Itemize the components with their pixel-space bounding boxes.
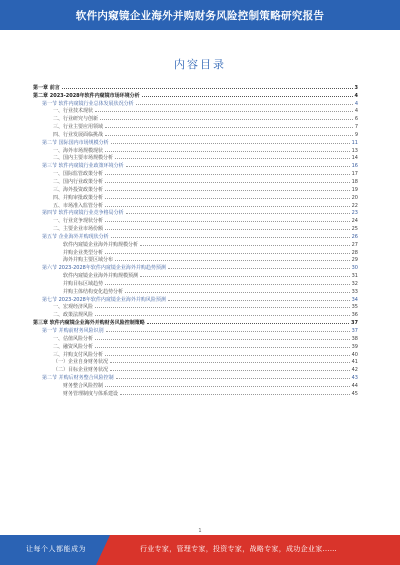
toc-entry-page: 17 (351, 171, 358, 178)
toc-entry[interactable] (33, 318, 358, 326)
toc-entry-page: 33 (351, 288, 358, 295)
toc-entry-page: 44 (351, 382, 358, 389)
toc-entry-label: 一、估值风险分析 (53, 335, 94, 342)
table-of-contents (33, 83, 358, 397)
toc-entry-label: 并购企业类型分析 (63, 249, 104, 256)
toc-dot-leader (105, 385, 350, 387)
toc-dot-leader (168, 299, 350, 301)
toc-entry-page: 4 (354, 108, 358, 115)
footer-tagline: 行业专家，管理专家，投资专家，战略专家，成功企业家…… (140, 545, 338, 553)
toc-entry[interactable] (33, 122, 358, 130)
toc-dot-leader (126, 212, 350, 214)
toc-entry[interactable] (33, 326, 358, 334)
toc-entry[interactable] (33, 161, 358, 169)
toc-dot-leader (105, 205, 350, 207)
toc-entry-page: 45 (351, 390, 358, 397)
toc-dot-leader (105, 189, 350, 191)
toc-dot-leader (106, 330, 350, 332)
toc-entry[interactable] (33, 99, 358, 107)
toc-entry-label: 第四节 软件内窥镜行业竞争格局分析 (42, 210, 124, 217)
toc-entry[interactable] (33, 287, 358, 295)
toc-dot-leader (95, 346, 350, 348)
report-title: 软件内窥镜企业海外并购财务风险控制策略研究报告 (75, 9, 325, 22)
toc-entry-label: 第二章 2023-2028年软件内窥镜市场环境分析 (33, 92, 140, 99)
toc-entry[interactable] (33, 256, 358, 264)
toc-entry-page: 4 (354, 100, 358, 107)
toc-entry-label: 二、国内行业政策分析 (53, 178, 104, 185)
toc-entry-page: 18 (351, 178, 358, 185)
toc-entry-label: 四、并购审批政策分析 (53, 194, 104, 201)
toc-entry-label: 财务整合风险控制 (63, 382, 104, 389)
toc-entry-label: 第三节 软件内窥镜行业政策环境分析 (42, 163, 124, 170)
toc-dot-leader (120, 393, 350, 395)
toc-entry-page: 11 (351, 139, 358, 146)
toc-dot-leader (105, 228, 350, 230)
toc-entry-label: 四、行业发展面临挑战 (53, 131, 104, 138)
toc-dot-leader (110, 361, 350, 363)
toc-dot-leader (105, 252, 350, 254)
toc-entry-page: 36 (351, 312, 358, 319)
toc-entry-page: 38 (351, 335, 358, 342)
toc-dot-leader (105, 126, 353, 128)
toc-entry-label: 一、行业技术现状 (53, 108, 94, 115)
toc-entry[interactable] (33, 240, 358, 248)
toc-entry-page: 28 (351, 249, 358, 256)
toc-entry-page: 20 (351, 194, 358, 201)
toc-entry[interactable] (33, 154, 358, 162)
toc-entry[interactable] (33, 365, 358, 373)
toc-entry-label: 二、行业研究与创新 (53, 116, 99, 123)
toc-entry[interactable] (33, 114, 358, 122)
toc-dot-leader (105, 197, 350, 199)
toc-dot-leader (140, 244, 350, 246)
toc-entry[interactable] (33, 303, 358, 311)
page-number: 1 (198, 528, 202, 534)
toc-entry-page: 19 (351, 186, 358, 193)
toc-entry-page: 37 (351, 328, 358, 334)
toc-entry[interactable] (33, 209, 358, 217)
toc-entry[interactable] (33, 83, 358, 91)
toc-entry[interactable] (33, 310, 358, 318)
toc-entry[interactable] (33, 91, 358, 99)
toc-dot-leader (147, 322, 349, 324)
toc-entry-page: 34 (351, 296, 358, 303)
toc-dot-leader (168, 267, 350, 269)
toc-entry[interactable] (33, 130, 358, 138)
toc-entry[interactable] (33, 263, 358, 271)
toc-entry-label: 第七节 2023-2028年软件内窥镜企业海外并购风险预测 (42, 296, 166, 303)
toc-dot-leader (115, 259, 350, 261)
toc-dot-leader (105, 354, 350, 356)
toc-dot-leader (140, 275, 350, 277)
toc-dot-leader (111, 236, 350, 238)
toc-entry-label: 第一节 软件内窥镜行业总体发展状况分析 (42, 100, 134, 107)
toc-entry[interactable] (33, 232, 358, 240)
toc-entry-label: 软件内窥镜企业海外并购规模分析 (63, 241, 139, 248)
toc-dot-leader (111, 142, 350, 144)
toc-entry-page: 42 (351, 367, 358, 374)
toc-entry-label: 二、融资风险分析 (53, 343, 94, 350)
toc-entry-page: 37 (351, 320, 358, 327)
toc-entry-page: 29 (351, 257, 358, 264)
toc-entry-page: 3 (354, 84, 358, 91)
toc-entry-label: 第三章 软件内窥镜企业海外并购财务风险控制策略 (33, 320, 145, 327)
toc-entry[interactable] (33, 193, 358, 201)
toc-entry-page: 22 (351, 202, 358, 209)
toc-entry-label: 二、政策法规风险 (53, 312, 94, 319)
toc-entry-label: 三、海外投资政策分析 (53, 186, 104, 193)
toc-dot-leader (105, 283, 350, 285)
toc-entry-label: （二）目标企业财务状况 (53, 367, 109, 374)
toc-entry-label: 第一章 前言 (33, 84, 60, 91)
toc-entry-page: 32 (351, 280, 358, 287)
report-header-bar (0, 0, 400, 30)
toc-entry-label: 财务管理制度与体系建设 (63, 390, 119, 397)
toc-entry-page: 9 (354, 131, 358, 138)
toc-dot-leader (115, 157, 350, 159)
toc-entry[interactable] (33, 373, 358, 381)
toc-entry-label: 三、并购支付风险分析 (53, 351, 104, 358)
toc-entry-label: 第六节 2023-2028年软件内窥镜企业海外并购趋势预测 (42, 265, 166, 272)
toc-dot-leader (100, 118, 353, 120)
toc-entry-label: 二、主要企业市场份额 (53, 226, 104, 233)
toc-dot-leader (142, 95, 353, 97)
toc-entry[interactable] (33, 381, 358, 389)
toc-entry-page: 13 (351, 147, 358, 154)
toc-entry-label: 二、国内主要市场规模分析 (53, 155, 114, 162)
toc-entry-page: 39 (351, 343, 358, 350)
toc-entry-page: 23 (351, 210, 358, 217)
toc-entry-label: 第二节 并购后财务整合风险控制 (42, 375, 114, 382)
toc-entry-label: 五、市场准入监管分析 (53, 202, 104, 209)
toc-entry-page: 24 (351, 218, 358, 225)
toc-entry[interactable] (33, 279, 358, 287)
toc-dot-leader (110, 369, 350, 371)
toc-entry[interactable] (33, 138, 358, 146)
toc-entry-label: 第五节 企业海外并购现状分析 (42, 233, 109, 240)
toc-entry[interactable] (33, 358, 358, 366)
toc-entry-page: 43 (351, 375, 358, 382)
toc-entry[interactable] (33, 146, 358, 154)
toc-entry-page: 41 (351, 359, 358, 366)
toc-entry-label: 并购目标区域趋势 (63, 280, 104, 287)
toc-dot-leader (105, 181, 350, 183)
toc-entry-page: 7 (354, 124, 358, 131)
toc-entry-page: 6 (354, 116, 358, 123)
toc-entry-page: 40 (351, 351, 358, 358)
toc-dot-leader (95, 110, 353, 112)
toc-dot-leader (105, 220, 350, 222)
toc-entry-label: 一、宏观经济风险 (53, 304, 94, 311)
toc-dot-leader (116, 377, 350, 379)
toc-entry[interactable] (33, 177, 358, 185)
toc-entry[interactable] (33, 248, 358, 256)
toc-entry-page: 30 (351, 265, 358, 272)
toc-entry-label: 并购主体结构变化趋势分析 (63, 288, 124, 295)
toc-entry-label: 第二节 国际国内市场规模分析 (42, 139, 109, 146)
toc-entry[interactable] (33, 201, 358, 209)
footer-slogan: 让每个人都能成为 (26, 545, 86, 553)
toc-entry[interactable] (33, 295, 358, 303)
toc-entry-label: 第一节 并购前财务风险识别 (42, 328, 104, 334)
toc-dot-leader (105, 173, 350, 175)
toc-entry-label: （一）企业自身财务状况 (53, 359, 109, 366)
toc-entry-page: 35 (351, 304, 358, 311)
toc-heading: 内容目录 (174, 58, 226, 71)
toc-entry-page: 4 (354, 92, 358, 99)
toc-entry-label: 软件内窥镜企业海外并购规模预测 (63, 273, 139, 280)
toc-dot-leader (95, 306, 350, 308)
footer-banner (0, 535, 400, 565)
toc-entry-label: 一、行业竞争现状分析 (53, 218, 104, 225)
toc-entry-label: 三、行业主要应用领域 (53, 124, 104, 131)
toc-dot-leader (105, 134, 353, 136)
toc-entry[interactable] (33, 185, 358, 193)
toc-entry[interactable] (33, 389, 358, 397)
toc-entry[interactable] (33, 224, 358, 232)
toc-entry-label: 一、海外市场规模现状 (53, 147, 104, 154)
toc-entry[interactable] (33, 342, 358, 350)
toc-entry[interactable] (33, 350, 358, 358)
toc-entry-label: 一、国际监管政策分析 (53, 171, 104, 178)
toc-dot-leader (136, 103, 353, 105)
toc-entry-page: 31 (351, 273, 358, 280)
toc-entry-page: 14 (351, 155, 358, 162)
toc-entry[interactable] (33, 271, 358, 279)
toc-entry[interactable] (33, 169, 358, 177)
toc-entry[interactable] (33, 107, 358, 115)
toc-dot-leader (105, 150, 350, 152)
toc-entry-label: 海外并购主要区域分布 (63, 257, 114, 264)
toc-dot-leader (95, 314, 350, 316)
toc-entry-page: 27 (351, 241, 358, 248)
toc-dot-leader (126, 165, 350, 167)
toc-entry[interactable] (33, 334, 358, 342)
toc-dot-leader (62, 87, 353, 89)
toc-entry-page: 26 (351, 233, 358, 240)
toc-entry-page: 25 (351, 226, 358, 233)
toc-entry-page: 16 (351, 163, 358, 170)
toc-dot-leader (95, 338, 350, 340)
toc-entry[interactable] (33, 216, 358, 224)
toc-dot-leader (125, 291, 350, 293)
